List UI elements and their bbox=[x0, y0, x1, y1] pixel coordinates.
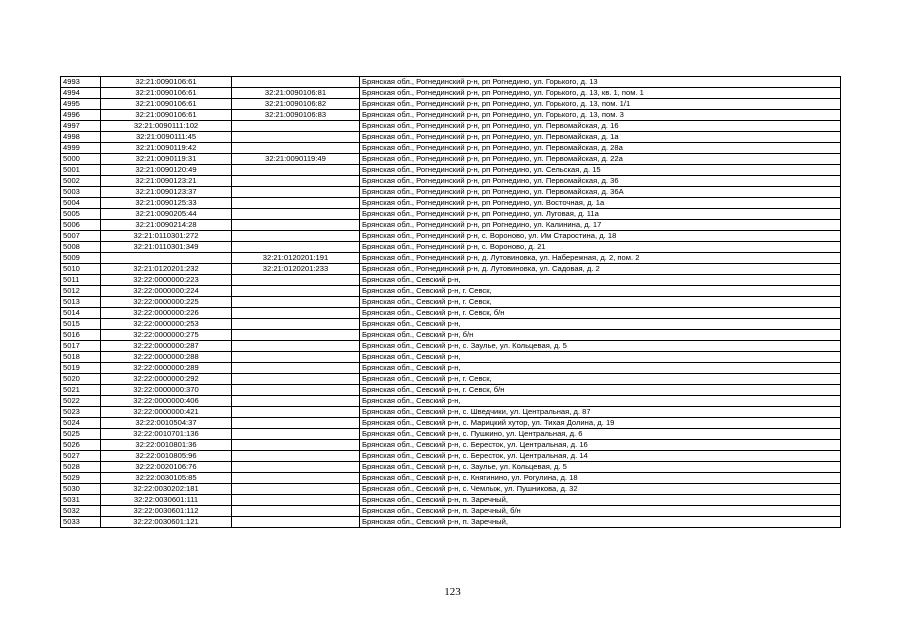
cadastral-number-cell bbox=[101, 253, 232, 264]
cadastral-number-cell: 32:22:0000000:406 bbox=[101, 396, 232, 407]
cadastral-number-cell: 32:22:0000000:226 bbox=[101, 308, 232, 319]
table-row bbox=[61, 341, 841, 352]
cadastral-number-cell: 32:22:0030601:121 bbox=[101, 517, 232, 528]
address-cell: Брянская обл., Севский р-н, г. Севск, bbox=[360, 374, 841, 385]
sub-object-number-cell bbox=[232, 451, 360, 462]
cadastral-number-cell: 32:22:0010701:136 bbox=[101, 429, 232, 440]
table-row bbox=[61, 451, 841, 462]
sub-object-number-cell bbox=[232, 220, 360, 231]
address-cell: Брянская обл., Севский р-н, г. Севск, б/н bbox=[360, 308, 841, 319]
cadastral-number-cell: 32:21:0110301:349 bbox=[101, 242, 232, 253]
sub-object-number-cell bbox=[232, 143, 360, 154]
address-cell: Брянская обл., Рогнединский р-н, рп Рогнедино, ул. Горького, д. 13, кв. 1, пом. 1 bbox=[360, 88, 841, 99]
sub-object-number-cell bbox=[232, 209, 360, 220]
row-number-cell: 5018 bbox=[61, 352, 101, 363]
cadastral-number-cell: 32:22:0010805:96 bbox=[101, 451, 232, 462]
table-row bbox=[61, 429, 841, 440]
sub-object-number-cell bbox=[232, 517, 360, 528]
row-number-cell: 5020 bbox=[61, 374, 101, 385]
address-cell: Брянская обл., Севский р-н, с. Заулье, ул. Кольцевая, д. 5 bbox=[360, 462, 841, 473]
cadastral-number-cell: 32:22:0000000:370 bbox=[101, 385, 232, 396]
table-row bbox=[61, 319, 841, 330]
cadastral-number-cell: 32:22:0000000:287 bbox=[101, 341, 232, 352]
cadastral-number-cell: 32:21:0090123:37 bbox=[101, 187, 232, 198]
address-cell: Брянская обл., Севский р-н, bbox=[360, 363, 841, 374]
address-cell: Брянская обл., Рогнединский р-н, рп Рогнедино, ул. Сельская, д. 15 bbox=[360, 165, 841, 176]
cadastral-number-cell: 32:21:0090120:49 bbox=[101, 165, 232, 176]
sub-object-number-cell bbox=[232, 506, 360, 517]
sub-object-number-cell bbox=[232, 231, 360, 242]
cadastral-number-cell: 32:22:0000000:289 bbox=[101, 363, 232, 374]
address-cell: Брянская обл., Севский р-н, г. Севск, bbox=[360, 286, 841, 297]
row-number-cell: 5027 bbox=[61, 451, 101, 462]
table-row bbox=[61, 286, 841, 297]
row-number-cell: 4994 bbox=[61, 88, 101, 99]
address-cell: Брянская обл., Севский р-н, с. Чемлыж, ул. Пушникова, д. 32 bbox=[360, 484, 841, 495]
sub-object-number-cell bbox=[232, 352, 360, 363]
sub-object-number-cell bbox=[232, 308, 360, 319]
address-cell: Брянская обл., Севский р-н, п. Заречный, bbox=[360, 495, 841, 506]
sub-object-number-cell bbox=[232, 121, 360, 132]
table-row bbox=[61, 484, 841, 495]
row-number-cell: 5000 bbox=[61, 154, 101, 165]
address-cell: Брянская обл., Рогнединский р-н, рп Рогнедино, ул. Горького, д. 13, пом. 3 bbox=[360, 110, 841, 121]
sub-object-number-cell bbox=[232, 418, 360, 429]
row-number-cell: 4995 bbox=[61, 99, 101, 110]
table-row bbox=[61, 297, 841, 308]
page-number: 123 bbox=[444, 586, 461, 598]
cadastral-number-cell: 32:21:0110301:272 bbox=[101, 231, 232, 242]
row-number-cell: 5016 bbox=[61, 330, 101, 341]
table-row bbox=[61, 143, 841, 154]
cadastral-number-cell: 32:21:0090106:61 bbox=[101, 77, 232, 88]
sub-object-number-cell bbox=[232, 341, 360, 352]
row-number-cell: 5009 bbox=[61, 253, 101, 264]
sub-object-number-cell bbox=[232, 473, 360, 484]
table-row bbox=[61, 253, 841, 264]
row-number-cell: 5024 bbox=[61, 418, 101, 429]
row-number-cell: 4999 bbox=[61, 143, 101, 154]
address-cell: Брянская обл., Рогнединский р-н, рп Рогнедино, ул. Луговая, д. 11а bbox=[360, 209, 841, 220]
row-number-cell: 5005 bbox=[61, 209, 101, 220]
row-number-cell: 5006 bbox=[61, 220, 101, 231]
cadastral-number-cell: 32:22:0000000:421 bbox=[101, 407, 232, 418]
cadastral-number-cell: 32:22:0010504:37 bbox=[101, 418, 232, 429]
address-cell: Брянская обл., Севский р-н, с. Княгинино, ул. Рогулина, д. 18 bbox=[360, 473, 841, 484]
table-row bbox=[61, 473, 841, 484]
row-number-cell: 5030 bbox=[61, 484, 101, 495]
table-row bbox=[61, 275, 841, 286]
cadastral-number-cell: 32:22:0000000:224 bbox=[101, 286, 232, 297]
cadastral-number-cell: 32:21:0120201:232 bbox=[101, 264, 232, 275]
row-number-cell: 5023 bbox=[61, 407, 101, 418]
sub-object-number-cell bbox=[232, 396, 360, 407]
sub-object-number-cell bbox=[232, 407, 360, 418]
sub-object-number-cell bbox=[232, 462, 360, 473]
row-number-cell: 4993 bbox=[61, 77, 101, 88]
row-number-cell: 5033 bbox=[61, 517, 101, 528]
table-row bbox=[61, 132, 841, 143]
row-number-cell: 5004 bbox=[61, 198, 101, 209]
table-row bbox=[61, 198, 841, 209]
cadastral-number-cell: 32:21:0090106:61 bbox=[101, 110, 232, 121]
cadastral-number-cell: 32:22:0030601:111 bbox=[101, 495, 232, 506]
table-row bbox=[61, 176, 841, 187]
sub-object-number-cell: 32:21:0090106:82 bbox=[232, 99, 360, 110]
cadastral-number-cell: 32:22:0000000:292 bbox=[101, 374, 232, 385]
sub-object-number-cell: 32:21:0090119:49 bbox=[232, 154, 360, 165]
table-row bbox=[61, 242, 841, 253]
registry-table bbox=[60, 76, 841, 528]
cadastral-number-cell: 32:21:0090111:45 bbox=[101, 132, 232, 143]
address-cell: Брянская обл., Рогнединский р-н, рп Рогнедино, ул. Первомайская, д. 16 bbox=[360, 121, 841, 132]
row-number-cell: 5019 bbox=[61, 363, 101, 374]
address-cell: Брянская обл., Севский р-н, bbox=[360, 352, 841, 363]
sub-object-number-cell bbox=[232, 165, 360, 176]
row-number-cell: 5007 bbox=[61, 231, 101, 242]
address-cell: Брянская обл., Рогнединский р-н, рп Рогнедино, ул. Калинина, д. 17 bbox=[360, 220, 841, 231]
row-number-cell: 5026 bbox=[61, 440, 101, 451]
cadastral-number-cell: 32:21:0090205:44 bbox=[101, 209, 232, 220]
sub-object-number-cell: 32:21:0090106:81 bbox=[232, 88, 360, 99]
address-cell: Брянская обл., Рогнединский р-н, д. Лутовиновка, ул. Набережная, д. 2, пом. 2 bbox=[360, 253, 841, 264]
cadastral-number-cell: 32:22:0000000:253 bbox=[101, 319, 232, 330]
address-cell: Брянская обл., Севский р-н, с. Бересток, ул. Центральная, д. 14 bbox=[360, 451, 841, 462]
registry-table-body bbox=[61, 77, 841, 528]
sub-object-number-cell bbox=[232, 319, 360, 330]
cadastral-number-cell: 32:22:0000000:288 bbox=[101, 352, 232, 363]
address-cell: Брянская обл., Рогнединский р-н, с. Вороново, ул. Им Старостина, д. 18 bbox=[360, 231, 841, 242]
row-number-cell: 5031 bbox=[61, 495, 101, 506]
table-row bbox=[61, 517, 841, 528]
table-row bbox=[61, 308, 841, 319]
table-row bbox=[61, 352, 841, 363]
cadastral-number-cell: 32:21:0090119:31 bbox=[101, 154, 232, 165]
table-row bbox=[61, 506, 841, 517]
row-number-cell: 4997 bbox=[61, 121, 101, 132]
table-row bbox=[61, 264, 841, 275]
sub-object-number-cell bbox=[232, 484, 360, 495]
table-row bbox=[61, 495, 841, 506]
address-cell: Брянская обл., Севский р-н, с. Бересток, ул. Центральная, д. 16 bbox=[360, 440, 841, 451]
cadastral-number-cell: 32:21:0090106:61 bbox=[101, 99, 232, 110]
address-cell: Брянская обл., Севский р-н, с. Пушкино, ул. Центральная, д. 6 bbox=[360, 429, 841, 440]
table-row bbox=[61, 374, 841, 385]
cadastral-number-cell: 32:21:0090111:102 bbox=[101, 121, 232, 132]
address-cell: Брянская обл., Севский р-н, б/н bbox=[360, 330, 841, 341]
row-number-cell: 5013 bbox=[61, 297, 101, 308]
address-cell: Брянская обл., Рогнединский р-н, рп Рогнедино, ул. Первомайская, д. 1а bbox=[360, 132, 841, 143]
table-row bbox=[61, 462, 841, 473]
cadastral-number-cell: 32:22:0020106:76 bbox=[101, 462, 232, 473]
row-number-cell: 5002 bbox=[61, 176, 101, 187]
table-row bbox=[61, 99, 841, 110]
row-number-cell: 5017 bbox=[61, 341, 101, 352]
row-number-cell: 5001 bbox=[61, 165, 101, 176]
row-number-cell: 5021 bbox=[61, 385, 101, 396]
row-number-cell: 5003 bbox=[61, 187, 101, 198]
sub-object-number-cell bbox=[232, 286, 360, 297]
address-cell: Брянская обл., Севский р-н, с. Марицкий хутор, ул. Тихая Долина, д. 19 bbox=[360, 418, 841, 429]
table-row bbox=[61, 220, 841, 231]
table-row bbox=[61, 209, 841, 220]
cadastral-number-cell: 32:21:0090123:21 bbox=[101, 176, 232, 187]
cadastral-number-cell: 32:22:0000000:275 bbox=[101, 330, 232, 341]
sub-object-number-cell bbox=[232, 429, 360, 440]
sub-object-number-cell bbox=[232, 374, 360, 385]
table-row bbox=[61, 231, 841, 242]
row-number-cell: 5015 bbox=[61, 319, 101, 330]
cadastral-number-cell: 32:21:0090119:42 bbox=[101, 143, 232, 154]
table-row bbox=[61, 121, 841, 132]
table-row bbox=[61, 187, 841, 198]
address-cell: Брянская обл., Севский р-н, с. Заулье, ул. Кольцевая, д. 5 bbox=[360, 341, 841, 352]
address-cell: Брянская обл., Рогнединский р-н, рп Рогнедино, ул. Первомайская, д. 28а bbox=[360, 143, 841, 154]
sub-object-number-cell bbox=[232, 297, 360, 308]
sub-object-number-cell bbox=[232, 440, 360, 451]
sub-object-number-cell bbox=[232, 363, 360, 374]
table-row bbox=[61, 396, 841, 407]
sub-object-number-cell: 32:21:0120201:191 bbox=[232, 253, 360, 264]
address-cell: Брянская обл., Севский р-н, г. Севск, bbox=[360, 297, 841, 308]
address-cell: Брянская обл., Рогнединский р-н, рп Рогнедино, ул. Горького, д. 13, пом. 1/1 bbox=[360, 99, 841, 110]
row-number-cell: 5010 bbox=[61, 264, 101, 275]
sub-object-number-cell bbox=[232, 495, 360, 506]
sub-object-number-cell bbox=[232, 187, 360, 198]
cadastral-number-cell: 32:22:0030202:181 bbox=[101, 484, 232, 495]
sub-object-number-cell bbox=[232, 330, 360, 341]
cadastral-number-cell: 32:22:0000000:223 bbox=[101, 275, 232, 286]
row-number-cell: 5012 bbox=[61, 286, 101, 297]
cadastral-number-cell: 32:21:0090125:33 bbox=[101, 198, 232, 209]
cadastral-number-cell: 32:21:0090106:61 bbox=[101, 88, 232, 99]
address-cell: Брянская обл., Рогнединский р-н, рп Рогнедино, ул. Горького, д. 13 bbox=[360, 77, 841, 88]
sub-object-number-cell: 32:21:0090106:83 bbox=[232, 110, 360, 121]
sub-object-number-cell bbox=[232, 176, 360, 187]
address-cell: Брянская обл., Севский р-н, п. Заречный, bbox=[360, 517, 841, 528]
table-row bbox=[61, 88, 841, 99]
row-number-cell: 5029 bbox=[61, 473, 101, 484]
table-row bbox=[61, 110, 841, 121]
address-cell: Брянская обл., Севский р-н, г. Севск, б/н bbox=[360, 385, 841, 396]
address-cell: Брянская обл., Севский р-н, bbox=[360, 319, 841, 330]
sub-object-number-cell bbox=[232, 77, 360, 88]
cadastral-number-cell: 32:22:0030601:112 bbox=[101, 506, 232, 517]
table-row bbox=[61, 385, 841, 396]
address-cell: Брянская обл., Рогнединский р-н, д. Лутовиновка, ул. Садовая, д. 2 bbox=[360, 264, 841, 275]
address-cell: Брянская обл., Севский р-н, bbox=[360, 275, 841, 286]
sub-object-number-cell bbox=[232, 275, 360, 286]
cadastral-number-cell: 32:22:0010801:36 bbox=[101, 440, 232, 451]
table-row bbox=[61, 363, 841, 374]
address-cell: Брянская обл., Рогнединский р-н, рп Рогнедино, ул. Первомайская, д. 22а bbox=[360, 154, 841, 165]
cadastral-number-cell: 32:22:0000000:225 bbox=[101, 297, 232, 308]
table-row bbox=[61, 77, 841, 88]
row-number-cell: 4998 bbox=[61, 132, 101, 143]
address-cell: Брянская обл., Рогнединский р-н, рп Рогнедино, ул. Восточная, д. 1а bbox=[360, 198, 841, 209]
row-number-cell: 5014 bbox=[61, 308, 101, 319]
table-row bbox=[61, 418, 841, 429]
address-cell: Брянская обл., Севский р-н, п. Заречный, б/н bbox=[360, 506, 841, 517]
row-number-cell: 5008 bbox=[61, 242, 101, 253]
address-cell: Брянская обл., Рогнединский р-н, рп Рогнедино, ул. Первомайская, д. 36 bbox=[360, 176, 841, 187]
row-number-cell: 4996 bbox=[61, 110, 101, 121]
row-number-cell: 5022 bbox=[61, 396, 101, 407]
sub-object-number-cell bbox=[232, 198, 360, 209]
address-cell: Брянская обл., Севский р-н, bbox=[360, 396, 841, 407]
row-number-cell: 5025 bbox=[61, 429, 101, 440]
address-cell: Брянская обл., Севский р-н, с. Шведчики, ул. Центральная, д. 87 bbox=[360, 407, 841, 418]
sub-object-number-cell: 32:21:0120201:233 bbox=[232, 264, 360, 275]
address-cell: Брянская обл., Рогнединский р-н, с. Вороново, д. 21 bbox=[360, 242, 841, 253]
cadastral-number-cell: 32:22:0030105:85 bbox=[101, 473, 232, 484]
table-row bbox=[61, 165, 841, 176]
table-row bbox=[61, 330, 841, 341]
row-number-cell: 5011 bbox=[61, 275, 101, 286]
cadastral-number-cell: 32:21:0090214:28 bbox=[101, 220, 232, 231]
row-number-cell: 5032 bbox=[61, 506, 101, 517]
row-number-cell: 5028 bbox=[61, 462, 101, 473]
address-cell: Брянская обл., Рогнединский р-н, рп Рогнедино, ул. Первомайская, д. 36А bbox=[360, 187, 841, 198]
table-row bbox=[61, 407, 841, 418]
sub-object-number-cell bbox=[232, 385, 360, 396]
table-row bbox=[61, 154, 841, 165]
table-row bbox=[61, 440, 841, 451]
sub-object-number-cell bbox=[232, 242, 360, 253]
sub-object-number-cell bbox=[232, 132, 360, 143]
